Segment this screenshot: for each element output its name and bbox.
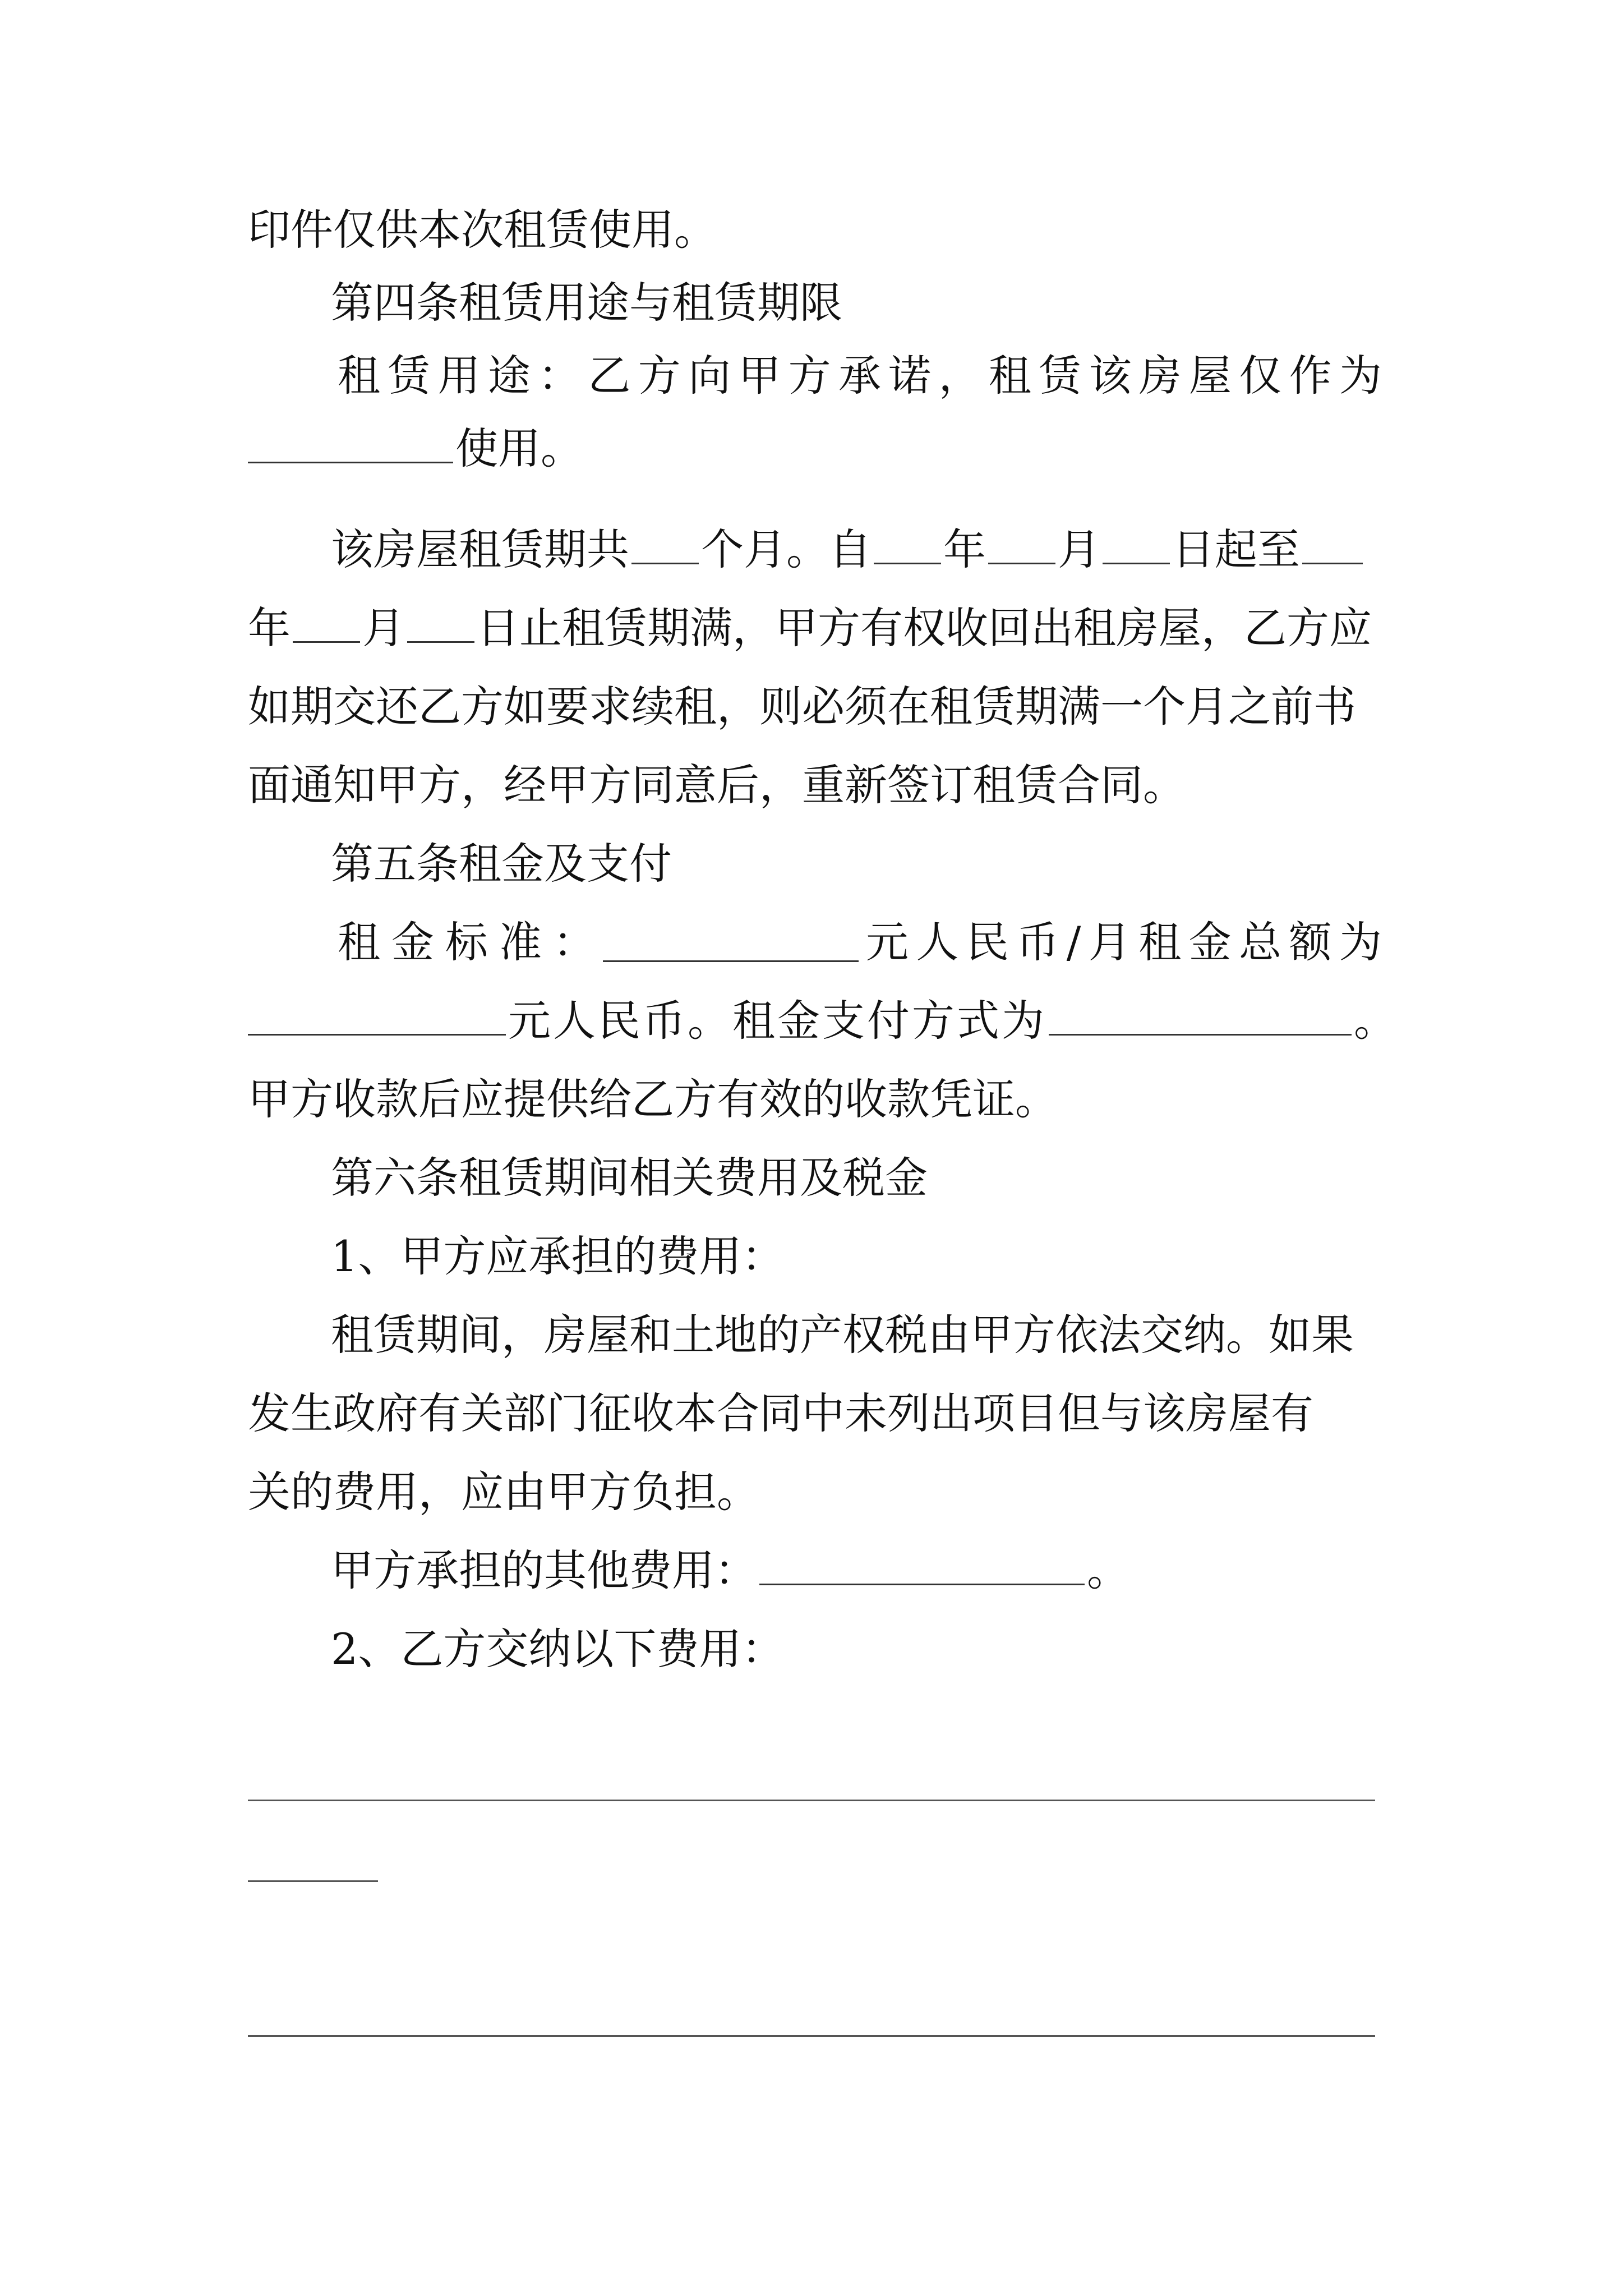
end-year-blank-a[interactable] bbox=[1302, 526, 1363, 564]
para-1-line-3: 关的费用，应由甲方负担。 bbox=[248, 1467, 759, 1517]
body-line-1: 印件仅供本次租赁使用。 bbox=[248, 205, 717, 255]
char: 用 bbox=[437, 351, 481, 401]
term-text-7: 月 bbox=[362, 603, 405, 653]
char: ， bbox=[938, 351, 981, 401]
start-month-blank[interactable] bbox=[988, 526, 1055, 564]
end-day-blank[interactable] bbox=[407, 604, 474, 643]
section-heading-6: 第六条租赁期间相关费用及税金 bbox=[331, 1153, 928, 1203]
char: 房 bbox=[1138, 351, 1182, 401]
char: 诺 bbox=[888, 351, 932, 401]
term-line-4: 面通知甲方，经甲方同意后，重新签订租赁合同。 bbox=[248, 760, 1186, 810]
char: 为 bbox=[1339, 351, 1382, 401]
term-text-6: 年 bbox=[248, 603, 291, 653]
usage-end-text: 使用。 bbox=[455, 424, 583, 473]
char: 租 bbox=[1138, 917, 1182, 967]
char: 租 bbox=[988, 351, 1031, 401]
char: 金 bbox=[1188, 917, 1232, 967]
char: 额 bbox=[1289, 917, 1332, 967]
char: 标 bbox=[445, 917, 488, 967]
char: ： bbox=[538, 351, 581, 401]
term-line-3: 如期交还乙方如要求续租，则必须在租赁期满一个月之前书 bbox=[248, 682, 1356, 731]
term-text-4: 月 bbox=[1058, 524, 1100, 574]
char: 准 bbox=[499, 917, 542, 967]
start-year-blank[interactable] bbox=[874, 526, 941, 564]
rent-line-3: 甲方收款后应提供给乙方有效的收款凭证。 bbox=[248, 1074, 1058, 1124]
char: 月 bbox=[1088, 917, 1131, 967]
para-1-line-1: 租赁期间，房屋和土地的产权税由甲方依法交纳。如果 bbox=[331, 1310, 1354, 1360]
rent-total-label bbox=[866, 909, 1382, 976]
char: 币 bbox=[1016, 917, 1059, 967]
other-fees-label: 甲方承担的其他费用： bbox=[331, 1545, 757, 1595]
para-1-line-2: 发生政府有关部门征收本合同中未列出项目但与该房屋有 bbox=[248, 1388, 1313, 1438]
char: 总 bbox=[1239, 917, 1282, 967]
char: ： bbox=[553, 917, 596, 967]
term-line-2 bbox=[248, 595, 1372, 662]
char: 民 bbox=[966, 917, 1009, 967]
usage-line bbox=[338, 342, 1382, 409]
term-text-3: 年 bbox=[943, 524, 986, 574]
char: 承 bbox=[838, 351, 881, 401]
char: 金 bbox=[391, 917, 434, 967]
start-day-blank[interactable] bbox=[1103, 526, 1170, 564]
usage-blank[interactable] bbox=[248, 425, 453, 463]
other-fees-blank[interactable] bbox=[759, 1547, 1085, 1585]
rent-text-2: 元人民币。租金支付方式为 bbox=[508, 996, 1046, 1046]
rent-text-3: 。 bbox=[1354, 996, 1396, 1046]
fill-line-3[interactable] bbox=[248, 2035, 1375, 2037]
payment-method-blank[interactable] bbox=[1049, 997, 1352, 1036]
fill-line-1[interactable] bbox=[248, 1800, 1375, 1801]
other-fees-end: 。 bbox=[1087, 1545, 1129, 1595]
rent-total-blank[interactable] bbox=[248, 997, 506, 1036]
char: 赁 bbox=[388, 351, 431, 401]
char: 甲 bbox=[738, 351, 781, 401]
usage-end-line bbox=[248, 415, 583, 482]
char: 途 bbox=[487, 351, 531, 401]
char: / bbox=[1066, 917, 1081, 967]
char: 向 bbox=[688, 351, 731, 401]
item-1: 1、甲方应承担的费用： bbox=[331, 1231, 785, 1281]
section-heading-4: 第四条租赁用途与租赁期限 bbox=[331, 278, 842, 328]
term-text-2: 个月。自 bbox=[701, 524, 872, 574]
char: 租 bbox=[338, 917, 380, 967]
rent-amount-blank[interactable] bbox=[603, 923, 859, 962]
rent-label bbox=[338, 909, 596, 976]
rent-line-2 bbox=[248, 987, 1396, 1055]
char: 屋 bbox=[1189, 351, 1232, 401]
char: 元 bbox=[866, 917, 909, 967]
char: 乙 bbox=[588, 351, 631, 401]
other-fees-line bbox=[331, 1537, 1129, 1604]
char: 赁 bbox=[1039, 351, 1082, 401]
term-text-8: 日止租赁期满，甲方有权收回出租房屋，乙方应 bbox=[477, 603, 1372, 653]
fill-line-2[interactable] bbox=[248, 1880, 378, 1882]
char: 方 bbox=[788, 351, 831, 401]
term-line-1 bbox=[331, 516, 1365, 583]
months-blank[interactable] bbox=[631, 526, 699, 564]
section-heading-5: 第五条租金及支付 bbox=[331, 839, 672, 889]
char: 该 bbox=[1089, 351, 1132, 401]
term-text-5: 日起至 bbox=[1172, 524, 1300, 574]
item-2: 2、乙方交纳以下费用： bbox=[331, 1624, 785, 1674]
char: 仅 bbox=[1239, 351, 1282, 401]
char: 人 bbox=[916, 917, 959, 967]
char: 作 bbox=[1289, 351, 1332, 401]
char: 为 bbox=[1339, 917, 1382, 967]
char: 租 bbox=[338, 351, 380, 401]
term-text-1: 该房屋租赁期共 bbox=[331, 524, 629, 574]
rent-line-1 bbox=[338, 909, 1382, 976]
char: 方 bbox=[638, 351, 681, 401]
end-month-blank[interactable] bbox=[293, 604, 360, 643]
